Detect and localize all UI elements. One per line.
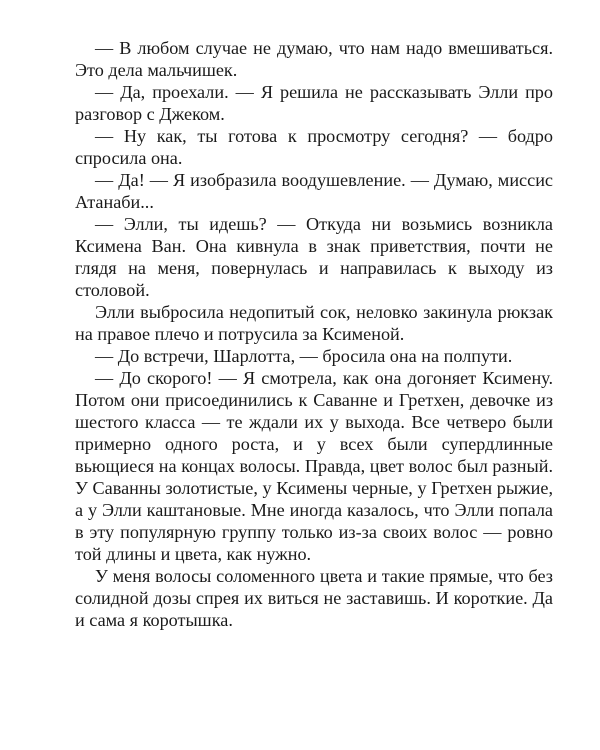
paragraph: Элли выбросила недопитый сок, неловко закинула рюкзак на правое плечо и потрусила за Ксименой. xyxy=(75,302,553,344)
paragraph: — До скорого! — Я смотрела, как она догоняет Ксимену. Потом они присоединились к Саванне и Гретхен, девочке из шестого класса — те ждали их у выхода. Все четверо были примерно одного роста, и у всех были супердлинные вьющиеся на концах волосы. Правда, цвет волос был разный. У Саванны золотистые, у Ксимены черные, у Гретхен рыжие, а у Элли каштановые. Мне иногда казалось, что Элли попала в эту популярную группу только из-за своих волос — ровно той длины и цвета, как нужно. xyxy=(75,368,553,564)
paragraph: У меня волосы соломенного цвета и такие прямые, что без солидной дозы спрея их виться не заставишь. И короткие. Да и сама я коротышка. xyxy=(75,566,553,630)
book-page xyxy=(75,37,553,631)
paragraph: — Да! — Я изобразила воодушевление. — Думаю, миссис Атанаби... xyxy=(75,170,553,212)
paragraph: — Да, проехали. — Я решила не рассказывать Элли про разговор с Джеком. xyxy=(75,82,553,124)
paragraph: — Элли, ты идешь? — Откуда ни возьмись возникла Ксимена Ван. Она кивнула в знак приветствия, почти не глядя на меня, повернулась и направилась к выходу из столовой. xyxy=(75,214,553,300)
paragraph: — В любом случае не думаю, что нам надо вмешиваться. Это дела мальчишек. xyxy=(75,38,553,80)
paragraph: — Ну как, ты готова к просмотру сегодня? — бодро спросила она. xyxy=(75,126,553,168)
paragraph: — До встречи, Шарлотта, — бросила она на полпути. xyxy=(95,346,513,366)
